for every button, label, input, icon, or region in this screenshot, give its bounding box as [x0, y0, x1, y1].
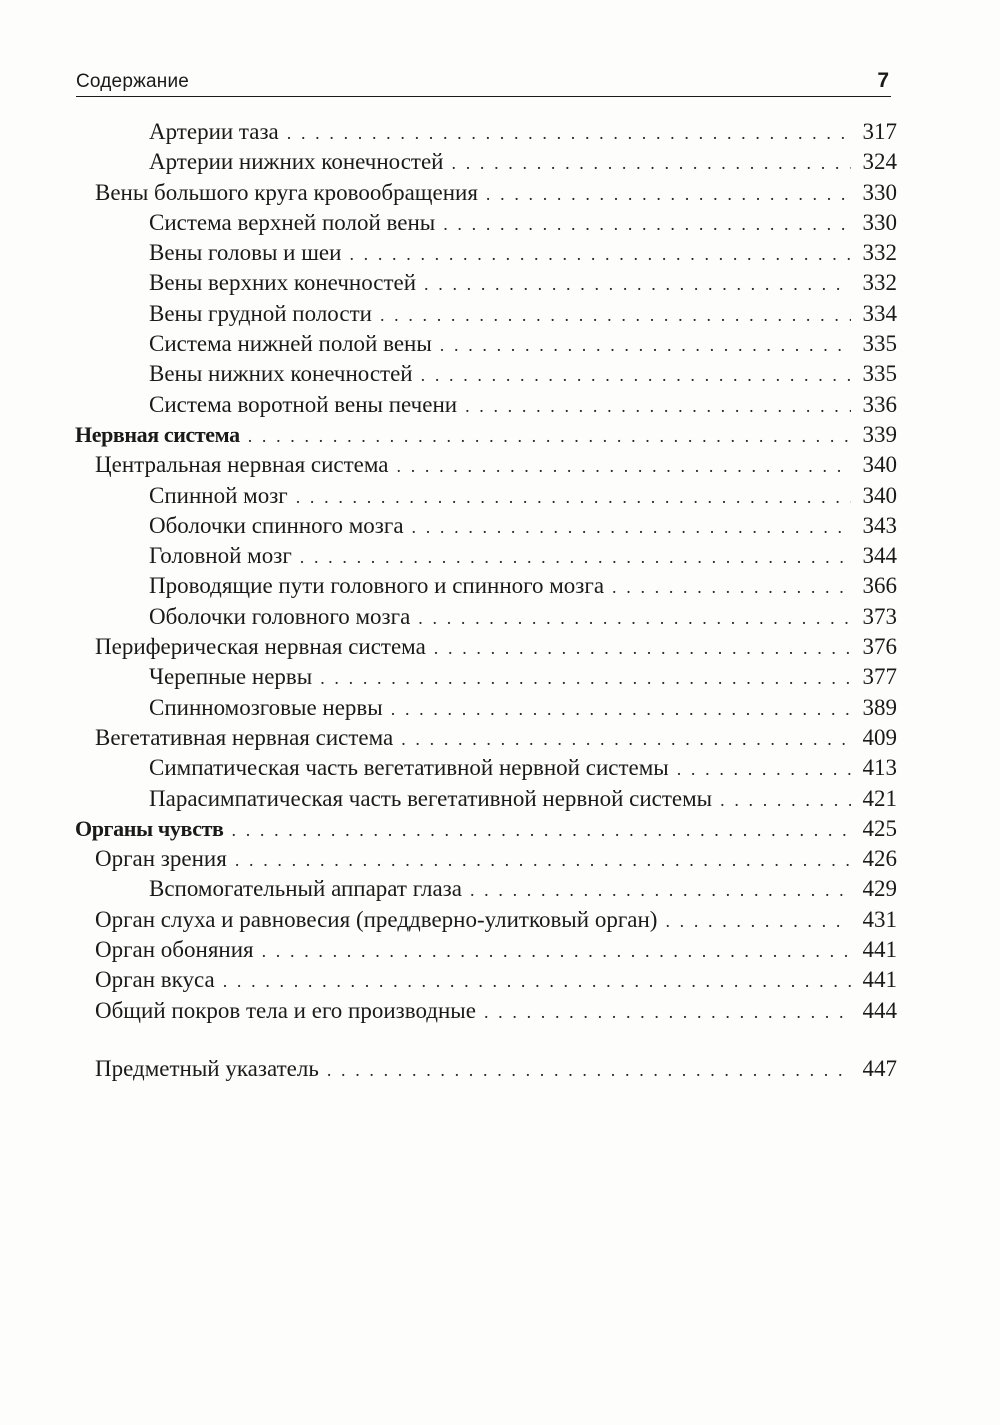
dot-leader [223, 966, 851, 996]
toc-entry[interactable] [75, 693, 897, 723]
table-of-contents [75, 117, 897, 1084]
dot-leader [380, 300, 851, 330]
toc-entry-page: 441 [862, 967, 897, 993]
toc-entry-page: 340 [862, 482, 897, 508]
dot-leader [248, 421, 851, 451]
toc-entry-title: Парасимпатическая часть вегетативной нервной системы [149, 785, 713, 811]
dot-leader [484, 997, 851, 1027]
toc-entry-title: Вены нижних конечностей [149, 361, 413, 387]
toc-entry-page: 343 [862, 512, 897, 538]
toc-entry-title: Оболочки спинного мозга [149, 512, 404, 538]
toc-entry-title: Черепные нервы [149, 664, 313, 690]
toc-entry-title: Орган обоняния [95, 937, 254, 963]
toc-entry[interactable] [75, 753, 897, 783]
toc-entry-title: Общий покров тела и его производные [95, 997, 476, 1023]
toc-entry-page: 330 [862, 209, 897, 235]
page-header [76, 60, 891, 97]
toc-entry-title: Вспомогательный аппарат глаза [149, 876, 462, 902]
toc-entry-title: Симпатическая часть вегетативной нервной системы [149, 755, 669, 781]
toc-entry-page: 336 [862, 391, 897, 417]
dot-leader [287, 118, 851, 148]
toc-entry[interactable] [75, 874, 897, 904]
toc-entry-page: 426 [862, 846, 897, 872]
dot-leader [300, 542, 851, 572]
toc-entry-title: Нервная система [75, 421, 240, 447]
toc-section-heading[interactable] [75, 420, 897, 450]
running-head-title: Содержание [76, 71, 190, 92]
toc-entry-page: 376 [862, 634, 897, 660]
page-number: 7 [877, 69, 889, 92]
dot-leader [391, 694, 851, 724]
dot-leader [412, 512, 851, 542]
toc-entry-title: Система верхней полой вены [149, 209, 436, 235]
toc-entry-title: Спинной мозг [149, 482, 288, 508]
toc-entry-page: 425 [862, 815, 897, 841]
toc-entry-title: Органы чувств [75, 815, 224, 841]
toc-entry-page: 344 [862, 543, 897, 569]
toc-entry[interactable] [75, 541, 897, 571]
toc-entry-title: Система нижней полой вены [149, 331, 432, 357]
toc-entry-page: 447 [862, 1055, 897, 1081]
dot-leader [440, 330, 851, 360]
toc-entry[interactable] [75, 723, 897, 753]
spacer [75, 1026, 897, 1054]
toc-entry-title: Предметный указатель [95, 1055, 319, 1081]
toc-entry-index[interactable] [75, 1054, 897, 1084]
toc-entry-page: 429 [862, 876, 897, 902]
toc-entry[interactable] [75, 784, 897, 814]
toc-entry-title: Проводящие пути головного и спинного мозга [149, 573, 605, 599]
toc-entry-title: Вены грудной полости [149, 300, 372, 326]
toc-entry[interactable] [75, 571, 897, 601]
toc-entry[interactable] [75, 299, 897, 329]
toc-entry[interactable] [75, 965, 897, 995]
toc-entry-title: Вегетативная нервная система [95, 724, 394, 750]
dot-leader [434, 633, 851, 663]
toc-entry-page: 324 [862, 149, 897, 175]
dot-leader [235, 845, 851, 875]
toc-entry-page: 444 [862, 997, 897, 1023]
toc-entry[interactable] [75, 450, 897, 480]
toc-entry[interactable] [75, 602, 897, 632]
dot-leader [452, 148, 852, 178]
toc-entry[interactable] [75, 359, 897, 389]
toc-entry-title: Вены верхних конечностей [149, 270, 417, 296]
dot-leader [421, 360, 851, 390]
toc-entry-title: Орган зрения [95, 846, 227, 872]
toc-entry-title: Спинномозговые нервы [149, 694, 383, 720]
toc-entry-title: Система воротной вены печени [149, 391, 458, 417]
dot-leader [677, 754, 851, 784]
toc-entry-page: 339 [862, 421, 897, 447]
toc-entry-page: 441 [862, 937, 897, 963]
dot-leader [327, 1055, 851, 1085]
toc-entry-page: 373 [862, 603, 897, 629]
toc-entry-title: Головной мозг [149, 543, 292, 569]
toc-entry[interactable] [75, 208, 897, 238]
toc-entry-title: Центральная нервная система [95, 452, 389, 478]
toc-entry[interactable] [75, 511, 897, 541]
toc-entry[interactable] [75, 329, 897, 359]
toc-entry-page: 431 [862, 906, 897, 932]
toc-entry-page: 421 [862, 785, 897, 811]
toc-entry[interactable] [75, 147, 897, 177]
toc-entry-page: 332 [862, 270, 897, 296]
dot-leader [486, 179, 851, 209]
dot-leader [470, 875, 851, 905]
toc-entry-title: Оболочки головного мозга [149, 603, 411, 629]
dot-leader [424, 269, 851, 299]
dot-leader [465, 391, 851, 421]
toc-entry[interactable] [75, 390, 897, 420]
dot-leader [397, 451, 852, 481]
toc-entry-page: 317 [862, 119, 897, 144]
toc-entry-title: Артерии таза [149, 119, 279, 144]
dot-leader [401, 724, 851, 754]
toc-entry[interactable] [75, 178, 897, 208]
toc-entry-title: Периферическая нервная система [95, 634, 426, 660]
toc-entry[interactable] [75, 117, 897, 147]
dot-leader [232, 815, 852, 845]
toc-entry-page: 389 [862, 694, 897, 720]
dot-leader [296, 482, 851, 512]
toc-entry-page: 366 [862, 573, 897, 599]
toc-entry-page: 409 [862, 724, 897, 750]
toc-entry-title: Орган вкуса [95, 967, 215, 993]
toc-entry-title: Орган слуха и равновесия (преддверно-улитковый орган) [95, 906, 658, 932]
dot-leader [349, 239, 851, 269]
toc-entry-page: 413 [862, 755, 897, 781]
dot-leader [720, 785, 851, 815]
toc-entry-page: 332 [862, 240, 897, 266]
toc-entry-title: Вены головы и шеи [149, 240, 342, 266]
toc-entry[interactable] [75, 238, 897, 268]
toc-entry[interactable] [75, 996, 897, 1026]
dot-leader [262, 936, 851, 966]
dot-leader [320, 663, 851, 693]
toc-entry[interactable] [75, 662, 897, 692]
toc-entry-title: Вены большого круга кровообращения [95, 179, 478, 205]
dot-leader [443, 209, 851, 239]
toc-entry-page: 330 [862, 179, 897, 205]
dot-leader [665, 906, 851, 936]
toc-entry[interactable] [75, 632, 897, 662]
toc-section-heading[interactable] [75, 814, 897, 844]
toc-entry[interactable] [75, 268, 897, 298]
toc-entry-title: Артерии нижних конечностей [149, 149, 444, 175]
toc-entry-page: 335 [862, 331, 897, 357]
toc-entry-page: 335 [862, 361, 897, 387]
toc-entry[interactable] [75, 844, 897, 874]
toc-entry-page: 340 [862, 452, 897, 478]
toc-entry[interactable] [75, 905, 897, 935]
toc-entry[interactable] [75, 481, 897, 511]
dot-leader [418, 603, 851, 633]
toc-entry-page: 334 [862, 300, 897, 326]
toc-entry-page: 377 [862, 664, 897, 690]
toc-entry[interactable] [75, 935, 897, 965]
dot-leader [612, 572, 851, 602]
